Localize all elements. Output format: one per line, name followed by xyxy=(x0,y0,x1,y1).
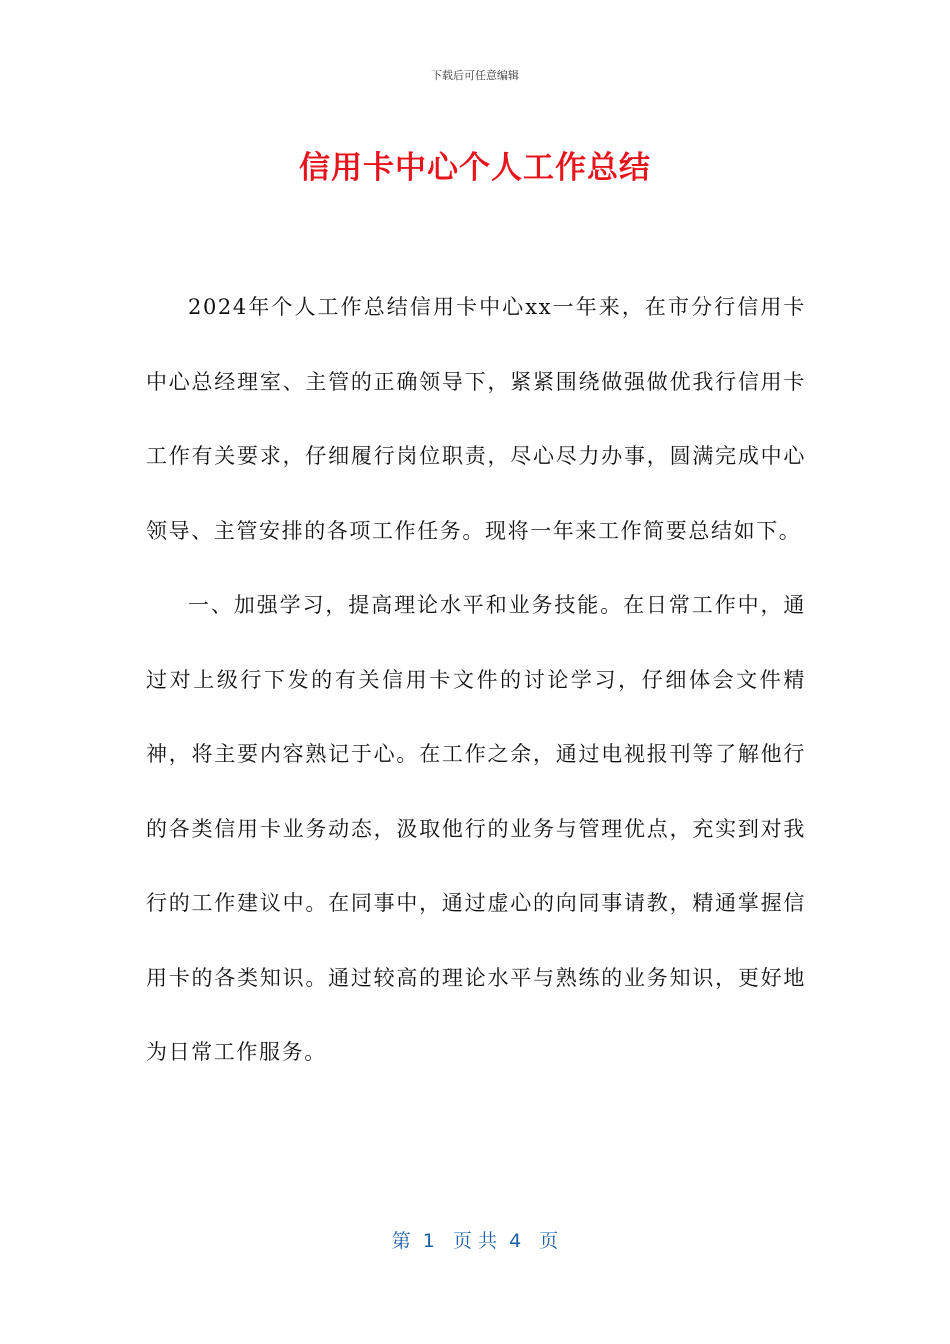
header-note: 下载后可任意编辑 xyxy=(431,69,519,82)
document-body xyxy=(146,270,806,1090)
paragraph-study: 一、加强学习，提高理论水平和业务技能。在日常工作中，通过对上级行下发的有关信用卡文件的讨论学习，仔细体会文件精神，将主要内容熟记于心。在工作之余，通过电视报刊等了解他行的各类信用卡业务动态，汲取他行的业务与管理优点，充实到对我行的工作建议中。在同事中，通过虚心的向同事请教，精通掌握信用卡的各类知识。通过较高的理论水平与熟练的业务知识，更好地为日常工作服务。 xyxy=(146,593,806,1064)
paragraph-intro: 2024年个人工作总结信用卡中心xx一年来，在市分行信用卡中心总经理室、主管的正确领导下，紧紧围绕做强做优我行信用卡工作有关要求，仔细履行岗位职责，尽心尽力办事，圆满完成中心领导、主管安排的各项工作任务。现将一年来工作简要总结如下。 xyxy=(146,295,806,543)
page-number-footer: 第 1 页 共 4 页 xyxy=(391,1230,559,1252)
document-title: 信用卡中心个人工作总结 xyxy=(299,150,651,186)
